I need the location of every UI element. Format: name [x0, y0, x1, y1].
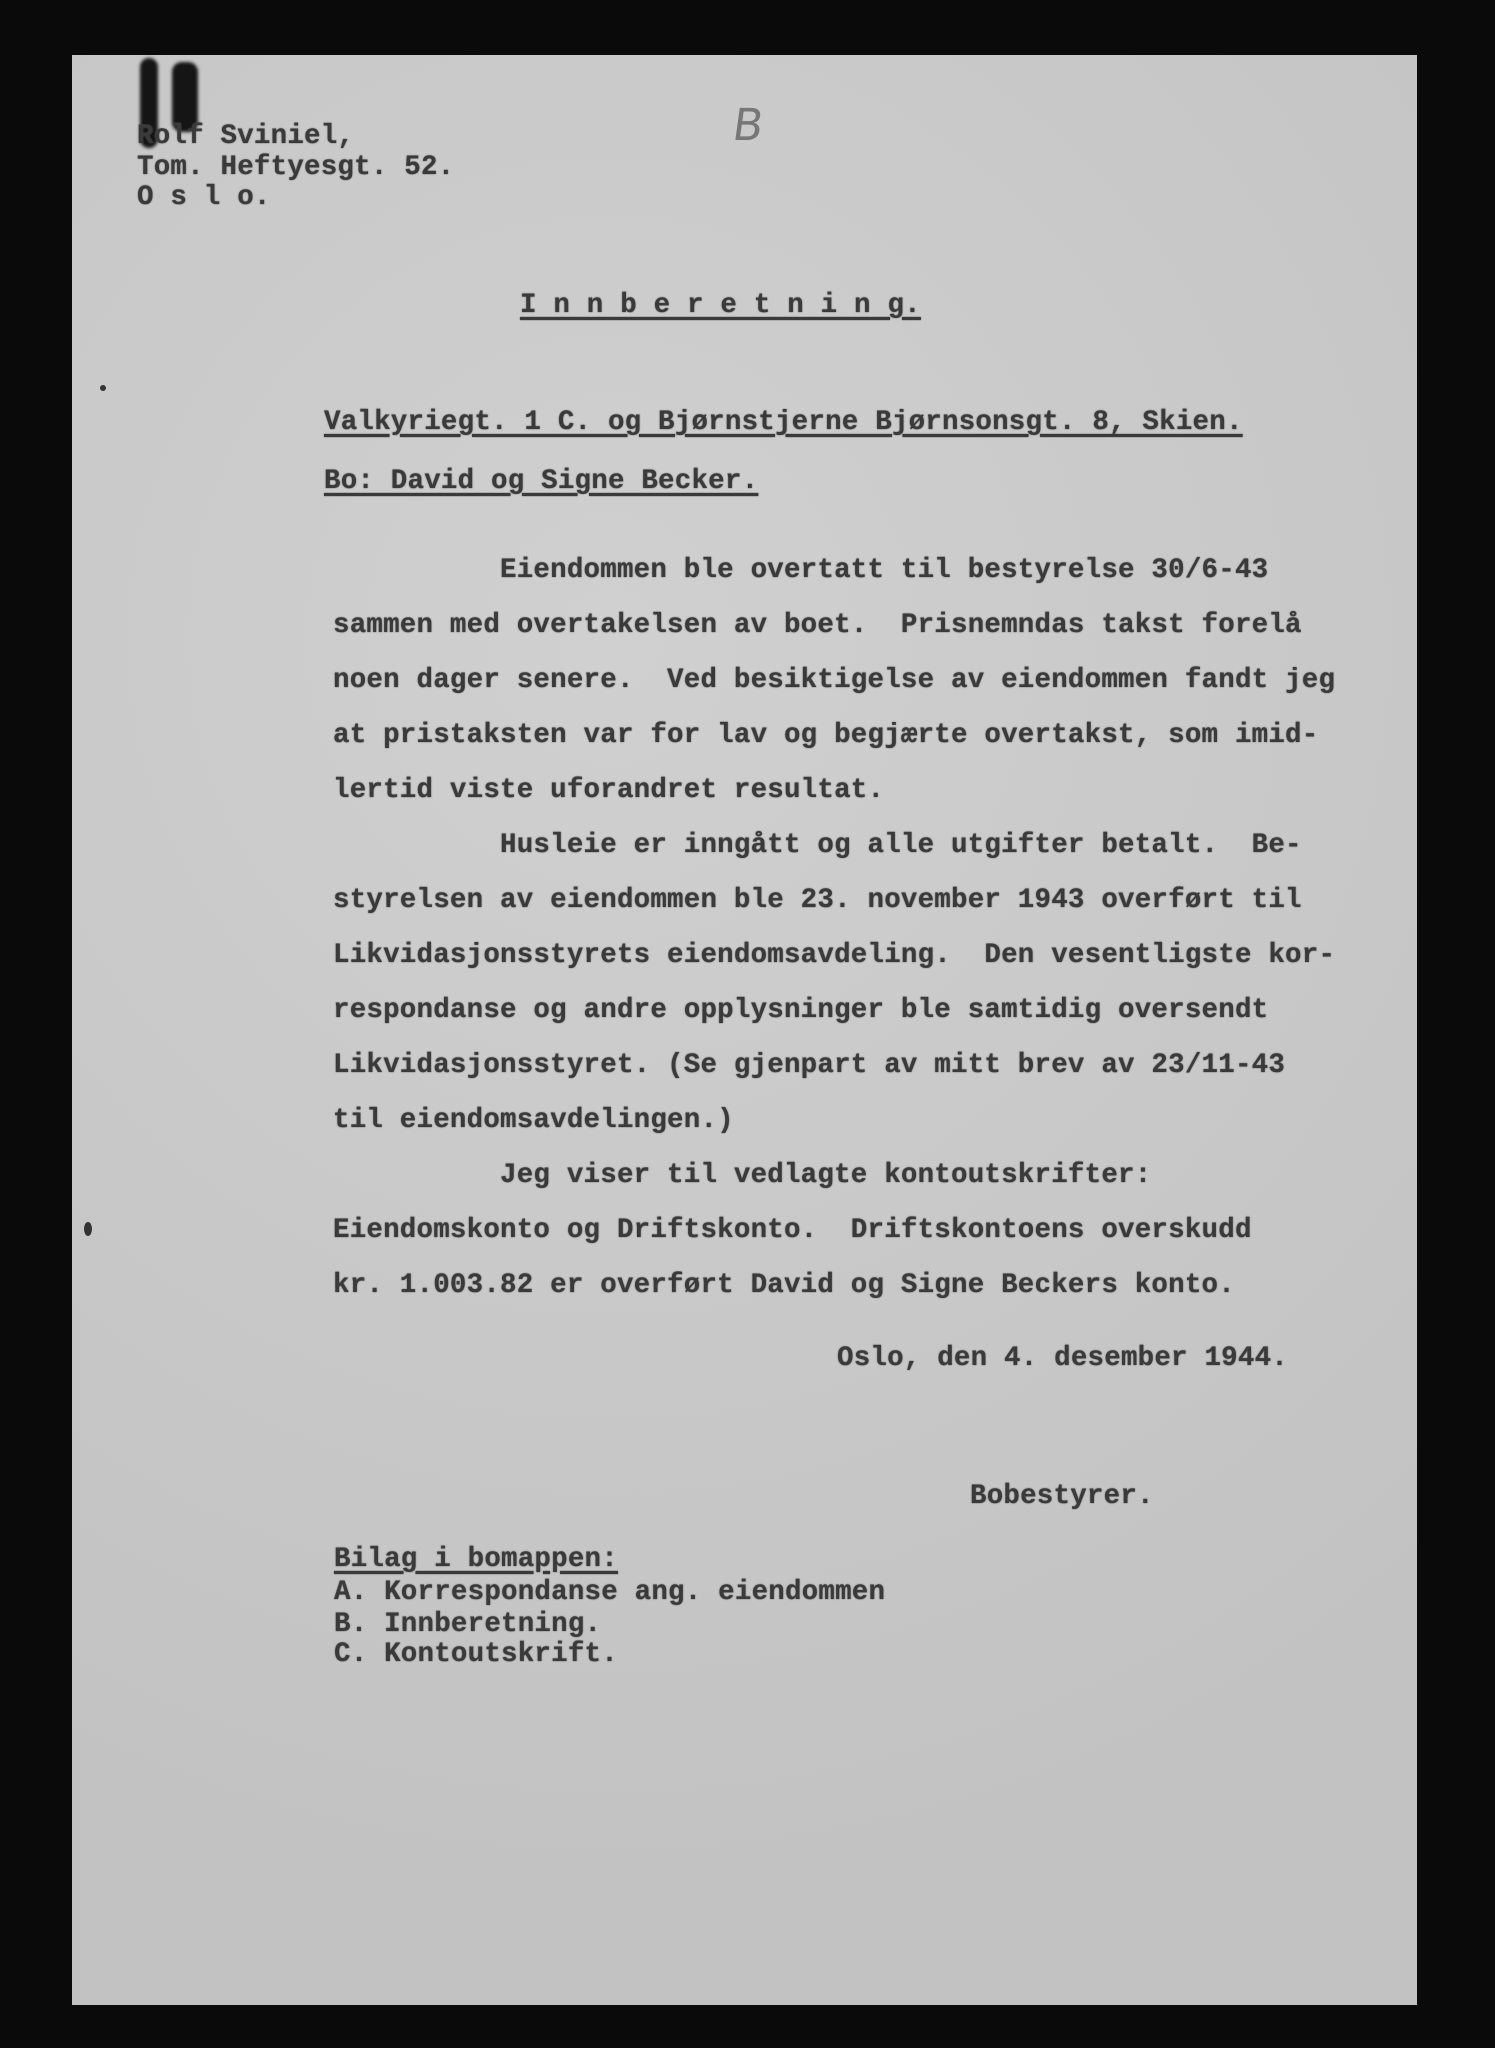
- punch-hole-mark: [84, 1222, 92, 1236]
- body-line: Likvidasjonsstyrets eiendomsavdeling. Den vesentligste kor-: [333, 940, 1336, 971]
- body-line: kr. 1.003.82 er overført David og Signe Beckers konto.: [333, 1270, 1235, 1301]
- subject-line: Bo: David og Signe Becker.: [324, 466, 759, 497]
- document-page: [72, 55, 1417, 2005]
- body-line: Eiendommen ble overtatt til bestyrelse 30/6-43: [333, 555, 1269, 586]
- punch-hole-mark: [100, 385, 106, 391]
- sender-line: O s l o.: [137, 182, 271, 213]
- sender-line: Tom. Heftyesgt. 52.: [137, 152, 455, 183]
- body-line: Likvidasjonsstyret. (Se gjenpart av mitt brev av 23/11-43: [333, 1050, 1286, 1081]
- signature-title: Bobestyrer.: [970, 1481, 1154, 1512]
- subject-line: Valkyriegt. 1 C. og Bjørnstjerne Bjørnsonsgt. 8, Skien.: [324, 407, 1243, 438]
- body-line: Eiendomskonto og Driftskonto. Driftskontoens overskudd: [333, 1215, 1252, 1246]
- document-title: I n n b e r e t n i n g.: [520, 290, 921, 321]
- body-line: Husleie er inngått og alle utgifter betalt. Be-: [333, 830, 1302, 861]
- body-line: noen dager senere. Ved besiktigelse av eiendommen fandt jeg: [333, 665, 1336, 696]
- body-line: at pristaksten var for lav og begjærte overtakst, som imid-: [333, 720, 1319, 751]
- body-line: respondanse og andre opplysninger ble samtidig oversendt: [333, 995, 1269, 1026]
- handwritten-letter: B: [729, 100, 767, 151]
- attachments-heading: Bilag i bomappen:: [334, 1544, 618, 1575]
- sender-line: Rolf Sviniel,: [137, 121, 355, 152]
- body-line: til eiendomsavdelingen.): [333, 1105, 734, 1136]
- body-line: styrelsen av eiendommen ble 23. november 1943 overført til: [333, 885, 1302, 916]
- attachment-item: B. Innberetning.: [334, 1609, 602, 1640]
- attachment-item: C. Kontoutskrift.: [334, 1639, 618, 1670]
- body-line: sammen med overtakelsen av boet. Prisnemndas takst forelå: [333, 610, 1302, 641]
- body-line: Jeg viser til vedlagte kontoutskrifter:: [333, 1160, 1152, 1191]
- attachment-item: A. Korrespondanse ang. eiendommen: [334, 1577, 886, 1608]
- body-line: lertid viste uforandret resultat.: [333, 775, 885, 806]
- date-line: Oslo, den 4. desember 1944.: [837, 1343, 1288, 1374]
